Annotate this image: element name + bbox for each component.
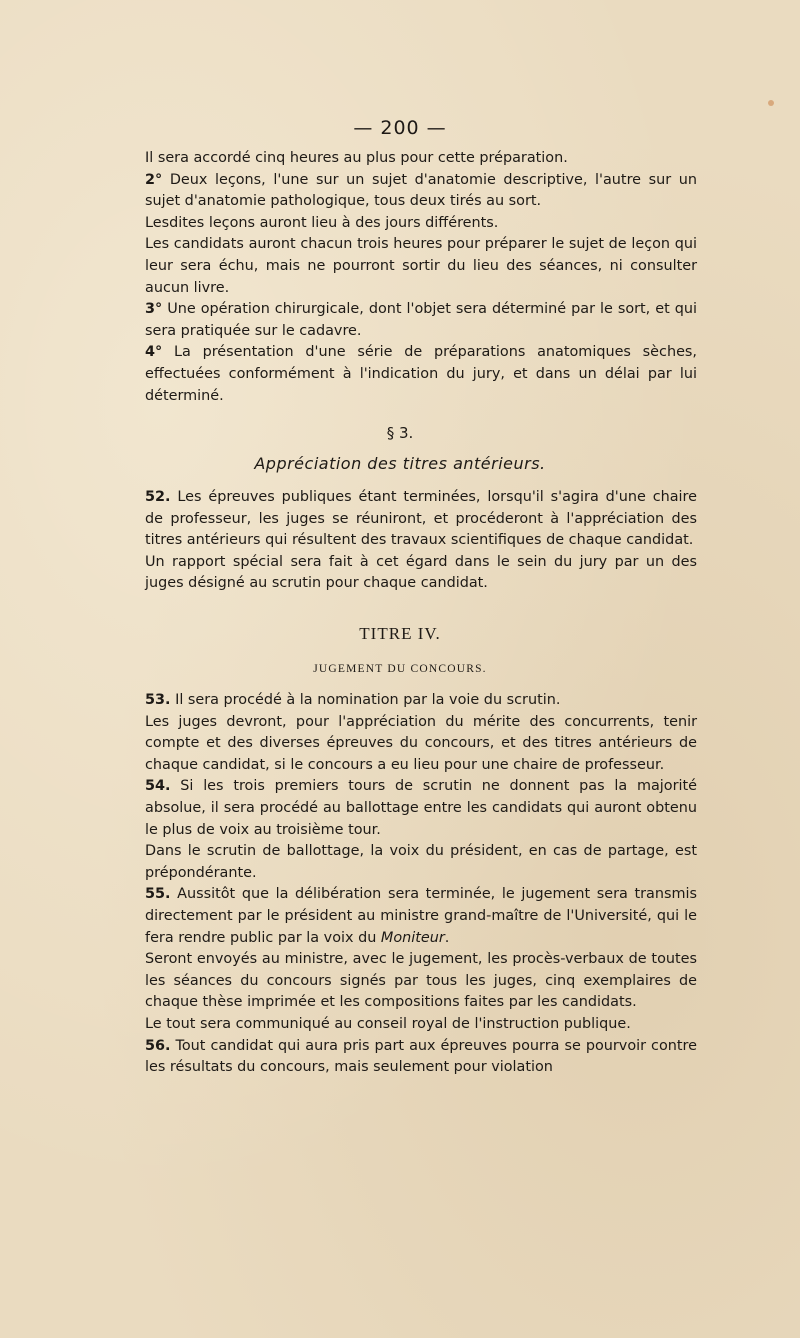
paragraph-text: Lesdites leçons auront lieu à des jours différents.: [145, 214, 499, 231]
paragraph: [145, 884, 697, 949]
paragraph-text: Tout candidat qui aura pris part aux épreuves pourra se pourvoir contre les résultats du concours, mais seulement pour violation: [145, 1037, 697, 1076]
paragraph-text: Dans le scrutin de ballottage, la voix du président, en cas de partage, est prépondérante.: [145, 843, 697, 881]
paragraph: [145, 234, 697, 299]
paragraph-text: La présentation d'une série de préparations anatomiques sèches, effectuées conformément à l'indication du jury, et dans un délai par lui déterminé.: [145, 344, 697, 404]
paper-stain: [768, 100, 774, 106]
paragraph-text: Le tout sera communiqué au conseil royal de l'instruction publique.: [145, 1015, 631, 1032]
page-number: — 200 —: [353, 117, 447, 139]
article-number: 3°: [145, 301, 163, 318]
paragraph: [145, 487, 697, 552]
titre-heading: TITRE IV.: [359, 624, 441, 643]
paragraph: [145, 1036, 697, 1079]
article-number: 2°: [145, 171, 163, 188]
section-number: § 3.: [386, 424, 414, 442]
italic-text: Moniteur: [380, 929, 445, 946]
paragraph-text: Deux leçons, l'une sur un sujet d'anatomie descriptive, l'autre sur un sujet d'anatomie pathologique, tous deux tirés au sort.: [145, 171, 697, 210]
paragraph: [145, 841, 697, 884]
article-number: 4°: [145, 344, 163, 361]
paragraph-text: Si les trois premiers tours de scrutin ne donnent pas la majorité absolue, il sera procédé au ballottage entre les candidats qui auront obtenu le plus de voix au troisième tour.: [145, 778, 697, 838]
text-block-appreciation: [145, 487, 697, 595]
paragraph: [145, 712, 697, 777]
paragraph: [145, 1014, 697, 1036]
paragraph-text: Les candidats auront chacun trois heures pour préparer le sujet de leçon qui leur sera échu, mais ne pourront sortir du lieu des séances, ni consulter aucun livre.: [145, 236, 697, 296]
paragraph-text: Les juges devront, pour l'appréciation du mérite des concurrents, tenir compte et des diverses épreuves du concours, et des titres antérieurs de chaque candidat, si le concours a eu lieu pour une chaire de professeur.: [145, 713, 697, 773]
paragraph: [145, 213, 697, 235]
article-number: 53.: [145, 692, 171, 708]
section-title: Appréciation des titres antérieurs.: [254, 454, 546, 473]
paragraph-tail: .: [444, 929, 450, 946]
paragraph-text: Seront envoyés au ministre, avec le jugement, les procès-verbaux de toutes les séances du concours signés par tous les juges, cinq exemplaires de chaque thèse imprimée et les compositions faites par les candidats.: [145, 951, 697, 1011]
text-block-jugement: [145, 690, 697, 1079]
text-block-preparation: [145, 148, 697, 407]
paragraph: [145, 170, 697, 213]
paragraph: [145, 299, 697, 342]
paragraph: [145, 342, 697, 407]
paragraph: [145, 949, 697, 1014]
paragraph: [145, 690, 697, 712]
article-number: 55.: [145, 886, 171, 903]
paragraph-text: Une opération chirurgicale, dont l'objet sera déterminé par le sort, et qui sera pratiquée sur le cadavre.: [145, 301, 697, 339]
titre-subheading: JUGEMENT DU CONCOURS.: [313, 663, 487, 675]
article-number: 54.: [145, 778, 171, 795]
paragraph-text: Les épreuves publiques étant terminées, lorsqu'il s'agira d'une chaire de professeur, les juges se réuniront, et procéderont à l'appréciation des titres antérieurs qui résultent des travaux scientifiques de chaque candidat.: [145, 489, 697, 549]
paragraph-text: Aussitôt que la délibération sera terminée, le jugement sera transmis directement par le président au ministre grand-maître de l'Université, qui le fera rendre public par la voix du: [145, 886, 697, 946]
paragraph: [145, 552, 697, 595]
paragraph: [145, 148, 697, 170]
paragraph-text: Un rapport spécial sera fait à cet égard dans le sein du jury par un des juges désigné au scrutin pour chaque candidat.: [145, 553, 697, 592]
paragraph-text: Il sera procédé à la nomination par la voie du scrutin.: [170, 692, 561, 708]
paragraph: [145, 776, 697, 841]
article-number: 52.: [145, 489, 171, 505]
article-number: 56.: [145, 1037, 171, 1054]
paragraph-text: Il sera accordé cinq heures au plus pour cette préparation.: [145, 150, 568, 166]
